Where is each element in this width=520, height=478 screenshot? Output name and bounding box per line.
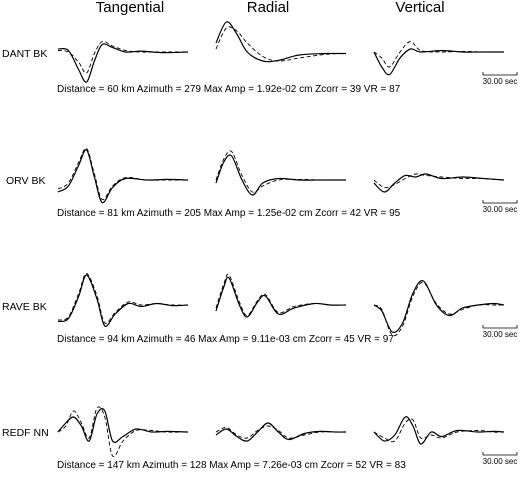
time-scale-label: 30.00 sec — [482, 457, 518, 466]
station-label: DANT BK — [2, 48, 48, 60]
time-scale-bar — [483, 325, 517, 328]
time-scale-bar — [483, 452, 517, 455]
station-info: Distance = 81 km Azimuth = 205 Max Amp = 1.25e-02 cm Zcorr = 42 VR = 95 — [57, 208, 401, 219]
time-scale-label: 30.00 sec — [482, 205, 518, 214]
column-header-vertical: Vertical — [395, 0, 445, 16]
station-info: Distance = 94 km Azimuth = 46 Max Amp = 9.11e-03 cm Zcorr = 45 VR = 97 — [57, 334, 394, 345]
observed-trace-orv-bk-tangential — [58, 150, 188, 203]
time-scale-bar — [483, 72, 517, 75]
observed-trace-dant-bk-radial — [216, 22, 346, 62]
observed-trace-orv-bk-radial — [216, 155, 346, 195]
observed-trace-orv-bk-vertical — [374, 174, 504, 192]
column-header-tangential: Tangential — [95, 0, 165, 16]
scale-bar-layer — [483, 72, 518, 466]
synthetic-trace-orv-bk-vertical — [374, 174, 504, 188]
time-scale-label: 30.00 sec — [482, 330, 518, 339]
synthetic-trace-orv-bk-tangential — [58, 148, 188, 199]
station-label: REDF NN — [2, 427, 49, 439]
synthetic-trace-dant-bk-vertical — [374, 41, 504, 67]
station-info: Distance = 60 km Azimuth = 279 Max Amp = 1.92e-02 cm Zcorr = 39 VR = 87 — [57, 84, 401, 95]
observed-trace-rave-bk-tangential — [58, 275, 188, 326]
synthetic-trace-redf-nn-radial — [216, 426, 346, 438]
column-header-radial: Radial — [246, 0, 290, 16]
observed-trace-redf-nn-vertical — [374, 417, 504, 444]
time-scale-label: 30.00 sec — [482, 77, 518, 86]
synthetic-trace-redf-nn-vertical — [374, 419, 504, 442]
station-info: Distance = 147 km Azimuth = 128 Max Amp = 7.26e-03 cm Zcorr = 52 VR = 83 — [57, 460, 406, 471]
station-label: RAVE BK — [2, 301, 47, 313]
station-label: ORV BK — [6, 175, 46, 187]
observed-trace-redf-nn-tangential — [58, 409, 188, 443]
time-scale-bar — [483, 200, 517, 203]
synthetic-trace-orv-bk-radial — [216, 151, 346, 193]
observed-trace-rave-bk-radial — [216, 277, 346, 317]
